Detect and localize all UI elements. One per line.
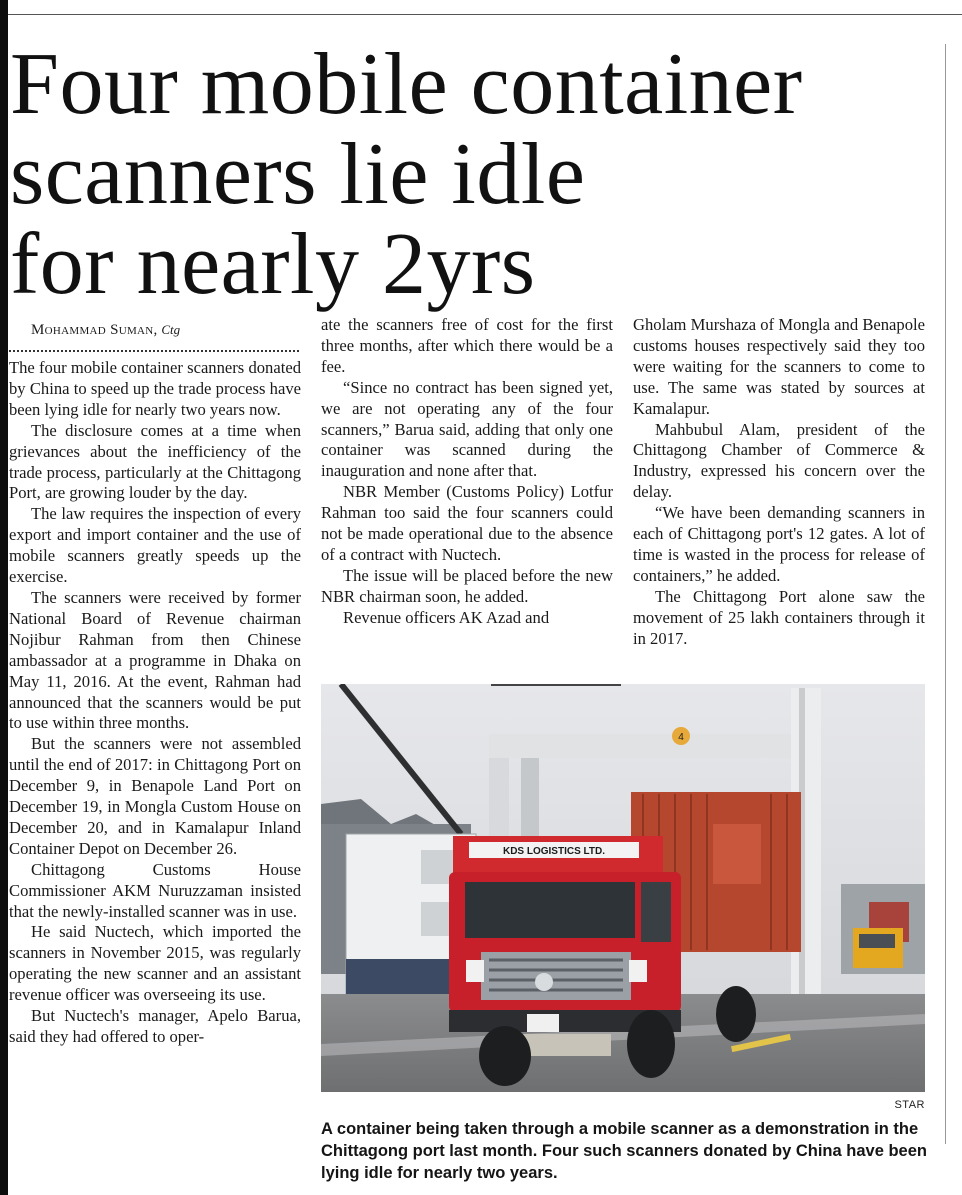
- left-page-border: [0, 0, 8, 1195]
- paragraph: The disclosure comes at a time when grievances about the inefficiency of the trade process, particularly at the Chittagong Port, are growing louder by the day.: [9, 420, 301, 503]
- photo-credit: STAR: [894, 1099, 925, 1111]
- headline-line-1: Four mobile container: [10, 36, 803, 133]
- paragraph: But Nuctech's manager, Apelo Barua, said they had offered to oper-: [9, 1006, 301, 1046]
- headline: [10, 36, 940, 313]
- byline-location: Ctg: [161, 322, 181, 337]
- top-rule: [8, 14, 962, 15]
- headline-line-3: for nearly 2yrs: [10, 216, 536, 313]
- paragraph: “Since no contract has been signed yet, we are not operating any of the four scanners,” Barua said, adding that only one container was scanned during the inauguration and none after that.: [321, 377, 613, 481]
- photo-caption: A container being taken through a mobile scanner as a demonstration in the Chittagong port last month. Four such scanners donated by China have been lying idle for nearly two years.: [321, 1120, 927, 1182]
- byline-name: Mohammad Suman,: [31, 322, 158, 338]
- article-column-1: [9, 320, 301, 1048]
- truck-scanner-illustration: [321, 684, 925, 1092]
- paragraph: Mahbubul Alam, president of the Chittagong Chamber of Commerce & Industry, expressed his concern over the delay.: [633, 419, 925, 502]
- paragraph: The Chittagong Port alone saw the movement of 25 lakh containers through it in 2017.: [633, 586, 925, 648]
- paragraph: “We have been demanding scanners in each of Chittagong port's 12 gates. A lot of time is wasted in the process for release of containers,” he added.: [633, 503, 925, 585]
- paragraph: NBR Member (Customs Policy) Lotfur Rahman too said the four scanners could not be made operational due to the absence of a contract with Nuctech.: [321, 482, 613, 564]
- truck-banner-text: KDS LOGISTICS LTD.: [502, 846, 606, 857]
- article-column-2: [321, 315, 613, 629]
- byline: [9, 320, 301, 340]
- news-photo: [321, 684, 925, 1092]
- paragraph: He said Nuctech, which imported the scanners in November 2015, was regularly operating the new scanner and an assistant revenue officer was overseeing its use.: [9, 922, 301, 1005]
- headline-line-2: scanners lie idle: [10, 126, 586, 223]
- paragraph: ate the scanners free of cost for the first three months, after which there would be a fee.: [321, 315, 613, 376]
- gate-number: 4: [678, 732, 684, 743]
- right-column-rule: [945, 44, 946, 1144]
- paragraph: Gholam Murshaza of Mongla and Benapole customs houses respectively said they too were waiting for the scanners to come to use. The same was stated by sources at Kamalapur.: [633, 315, 925, 418]
- paragraph: Chittagong Customs House Commissioner AKM Nuruzzaman insisted that the newly-installed scanner was in use.: [9, 859, 301, 921]
- paragraph: Revenue officers AK Azad and: [343, 607, 550, 627]
- paragraph: But the scanners were not assembled until the end of 2017: in Chittagong Port on December 9, in Benapole Land Port on December 19, in Mongla Custom House on December 20, and in Kamalapur Inland Container Depot on December 26.: [9, 734, 301, 858]
- byline-divider: [9, 344, 299, 352]
- paragraph: The issue will be placed before the new NBR chairman soon, he added.: [321, 565, 613, 606]
- paragraph: The four mobile container scanners donated by China to speed up the trade process have been lying idle for nearly two years now.: [9, 358, 301, 419]
- paragraph: The law requires the inspection of every export and import container and the use of mobile scanners greatly speeds up the exercise.: [9, 504, 301, 587]
- paragraph: The scanners were received by former National Board of Revenue chairman Nojibur Rahman from then Chinese ambassador at a programme in Dhaka on May 11, 2016. At the event, Rahman had announced that the scanners would be put to use within three months.: [9, 587, 301, 733]
- article-column-3: [633, 315, 925, 650]
